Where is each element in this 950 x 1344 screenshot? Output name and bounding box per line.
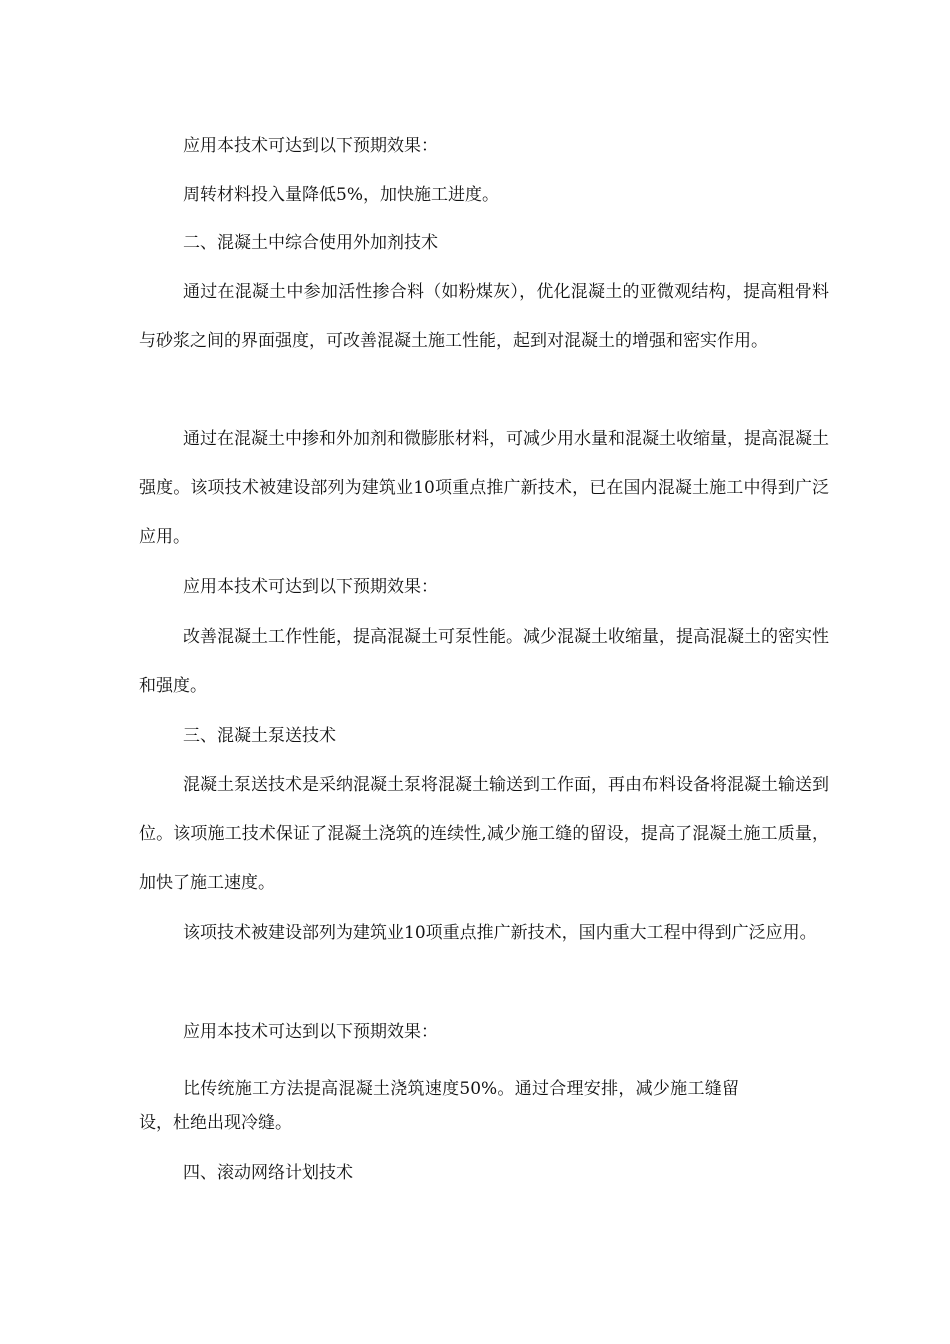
- paragraph-expected-effects-2: 应用本技术可达到以下预期效果：: [183, 577, 438, 597]
- heading-section-2: 二、混凝土中综合使用外加剂技术: [183, 233, 438, 253]
- paragraph-expected-effects-3: 应用本技术可达到以下预期效果：: [183, 1022, 438, 1042]
- paragraph-workability: 改善混凝土工作性能，提高混凝土可泵性能。减少混凝土收缩量，提高混凝土的密实性和强度。: [139, 627, 829, 696]
- paragraph-material-reduction: 周转材料投入量降低5%，加快施工进度。: [183, 185, 499, 205]
- heading-section-3: 三、混凝土泵送技术: [183, 726, 336, 746]
- paragraph-pumping-promotion: 该项技术被建设部列为建筑业10项重点推广新技术，国内重大工程中得到广泛应用。: [183, 923, 817, 943]
- paragraph-pouring-speed: 比传统施工方法提高混凝土浇筑速度50%。通过合理安排，减少施工缝留设，杜绝出现冷缝。: [139, 1079, 739, 1133]
- heading-section-4: 四、滚动网络计划技术: [183, 1163, 353, 1183]
- paragraph-expected-effects-1: 应用本技术可达到以下预期效果：: [183, 136, 438, 156]
- paragraph-pumping-intro: 混凝土泵送技术是采纳混凝土泵将混凝土输送到工作面，再由布料设备将混凝土输送到位。该项施工技术保证了混凝土浇筑的连续性,减少施工缝的留设，提高了混凝土施工质量，加快了施工速度。: [139, 775, 829, 893]
- paragraph-admixture-intro: 通过在混凝土中参加活性掺合料（如粉煤灰），优化混凝土的亚微观结构，提高粗骨料与砂浆之间的界面强度，可改善混凝土施工性能，起到对混凝土的增强和密实作用。: [139, 282, 829, 351]
- paragraph-admixture-detail: 通过在混凝土中掺和外加剂和微膨胀材料，可减少用水量和混凝土收缩量，提高混凝土强度。该项技术被建设部列为建筑业10项重点推广新技术，已在国内混凝土施工中得到广泛应用。: [139, 429, 829, 547]
